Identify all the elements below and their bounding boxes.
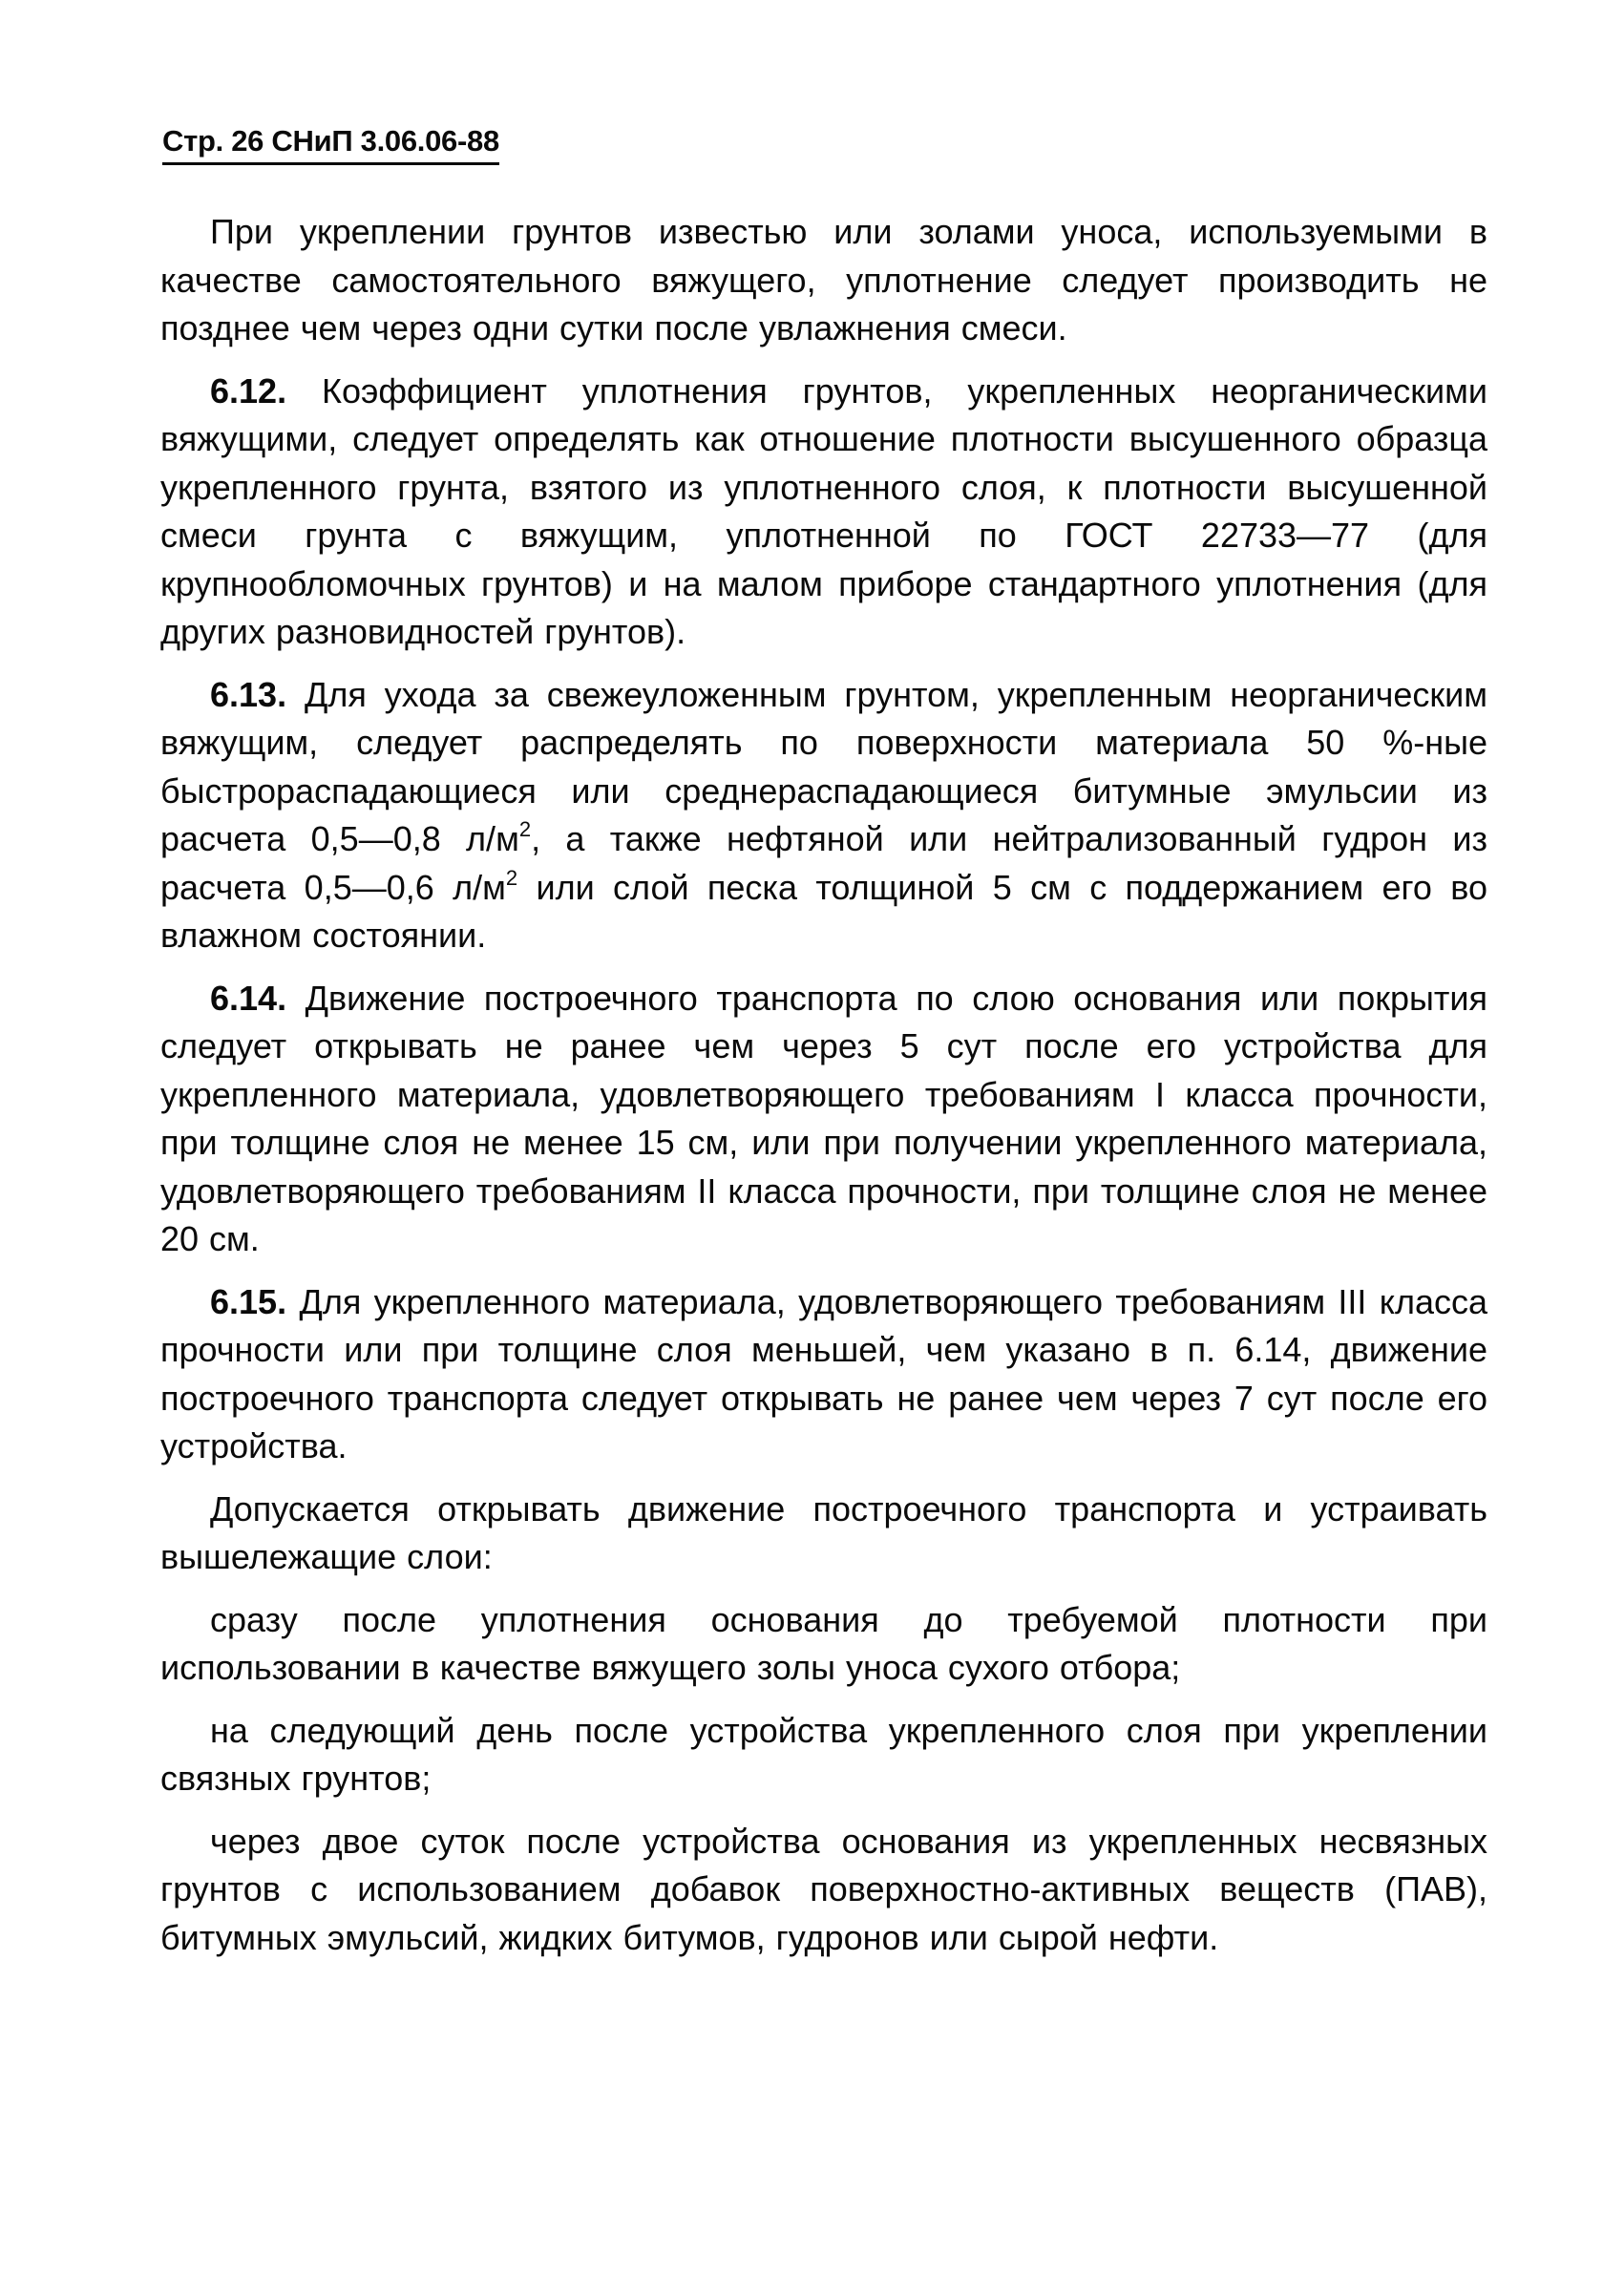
- paragraph-number: 6.15.: [210, 1281, 287, 1321]
- list-item-immediately: [160, 1596, 1487, 1693]
- list-item-two-days: [160, 1818, 1487, 1963]
- paragraph-text: При укреплении грунтов известью или золами уноса, используемыми в качестве самостоятельного вяжущего, уплотнение следует производить не позднее чем через одни сутки после увлажнения смеси.: [160, 212, 1487, 348]
- paragraph-text: Для укрепленного материала, удовлетворяющего требованиям III класса прочности или при толщине слоя меньшей, чем указано в п. 6.14, движение построечного транспорта следует открывать не ранее чем через 7 сут после его устройства.: [160, 1281, 1487, 1465]
- paragraph-text: Допускается открывать движение построечного транспорта и устраивать вышележащие слои:: [160, 1488, 1487, 1576]
- paragraph-text: или слой песка толщиной 5 см с поддержанием его во влажном состоянии.: [160, 867, 1488, 955]
- paragraph-6-12: [160, 368, 1487, 657]
- paragraph-number: 6.13.: [210, 674, 287, 714]
- superscript: 2: [518, 817, 532, 841]
- paragraph-text: Для ухода за свежеуложенным грунтом, укрепленным неорганическим вяжущим, следует распределять по поверхности материала 50 %-ные быстрораспадающиеся или среднераспадающиеся битумные эмульсии из расчета 0,5—0,8 л/м: [160, 674, 1487, 858]
- page-header: Стр. 26 СНиП 3.06.06-88: [162, 122, 499, 165]
- paragraph-6-13: [160, 671, 1487, 960]
- superscript: 2: [505, 865, 518, 890]
- document-body: [160, 208, 1487, 1976]
- paragraph-number: 6.14.: [210, 978, 287, 1018]
- paragraph-text: сразу после уплотнения основания до требуемой плотности при использовании в качестве вяжущего золы уноса сухого отбора;: [160, 1599, 1487, 1687]
- paragraph-6-14: [160, 975, 1487, 1264]
- list-item-next-day: [160, 1707, 1487, 1803]
- paragraph-allowed-traffic: [160, 1486, 1487, 1582]
- paragraph-text: , а также нефтяной или нейтрализованный гудрон из расчета 0,5—0,6 л/м: [160, 819, 1487, 907]
- paragraph-text: Коэффициент уплотнения грунтов, укрепленных неорганическими вяжущими, следует определять как отношение плотности высушенного образца укрепленного грунта, взятого из уплотненного слоя, к плотности высушенной смеси грунта с вяжущим, уплотненной по ГОСТ 22733—77 (для крупнообломочных грунтов) и на малом приборе стандартного уплотнения (для других разновидностей грунтов).: [160, 370, 1487, 651]
- paragraph-text: через двое суток после устройства основания из укрепленных несвязных грунтов с использованием добавок поверхностно-активных веществ (ПАВ), битумных эмульсий, жидких битумов, гудронов или сырой нефти.: [160, 1821, 1487, 1957]
- paragraph-number: 6.12.: [210, 370, 287, 411]
- paragraph-lime-ash-compaction: [160, 208, 1487, 353]
- paragraph-text: Движение построечного транспорта по слою основания или покрытия следует открывать не ранее чем через 5 сут после его устройства для укрепленного материала, удовлетворяющего требованиям I класса прочности, при толщине слоя не менее 15 см, или при получении укрепленного материала, удовлетворяющего требованиям II класса прочности, при толщине слоя не менее 20 см.: [160, 978, 1487, 1258]
- paragraph-text: на следующий день после устройства укрепленного слоя при укреплении связных грунтов;: [160, 1710, 1487, 1798]
- paragraph-6-15: [160, 1278, 1487, 1471]
